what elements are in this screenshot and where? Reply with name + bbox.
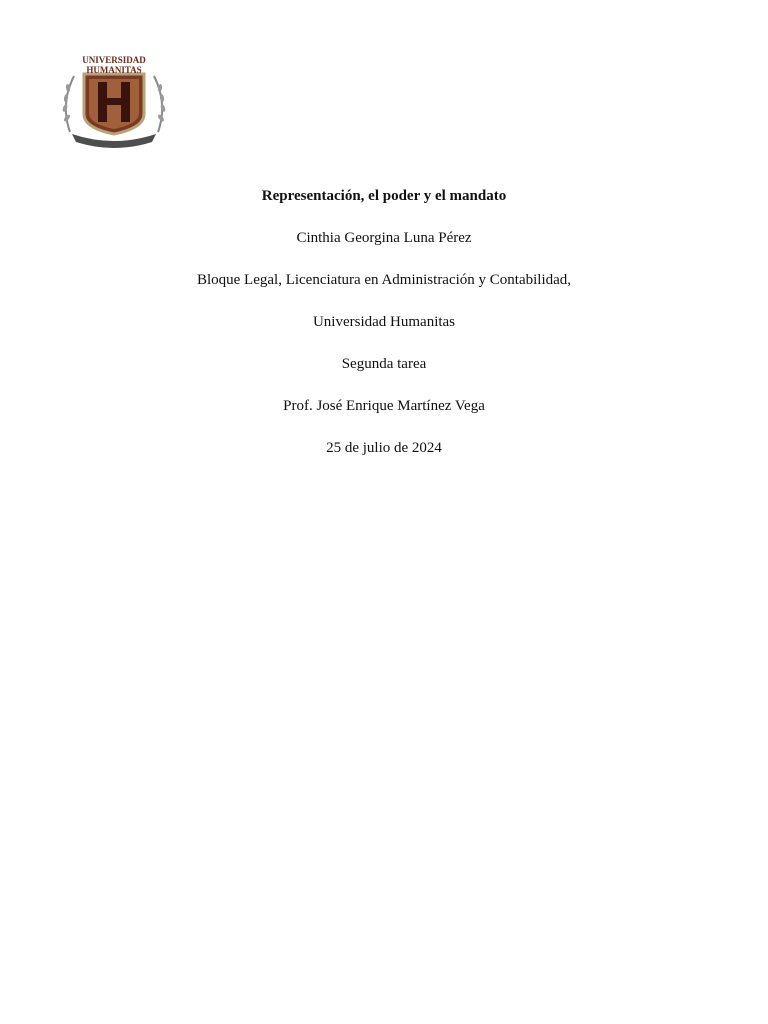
program-name: Bloque Legal, Licenciatura en Administración y Contabilidad, — [196, 272, 572, 288]
assignment-name: Segunda tarea — [341, 356, 427, 372]
submission-date: 25 de julio de 2024 — [326, 440, 442, 456]
cover-page-content — [0, 186, 768, 480]
professor-name: Prof. José Enrique Martínez Vega — [283, 398, 485, 414]
university-logo — [56, 52, 172, 148]
svg-text:HUMANITAS: HUMANITAS — [86, 65, 142, 75]
document-title: Representación, el poder y el mandato — [261, 188, 507, 204]
university-name: Universidad Humanitas — [312, 314, 456, 330]
svg-text:UNIVERSIDAD: UNIVERSIDAD — [82, 55, 146, 65]
university-crest-icon — [56, 52, 172, 148]
author-name: Cinthia Georgina Luna Pérez — [296, 230, 472, 246]
